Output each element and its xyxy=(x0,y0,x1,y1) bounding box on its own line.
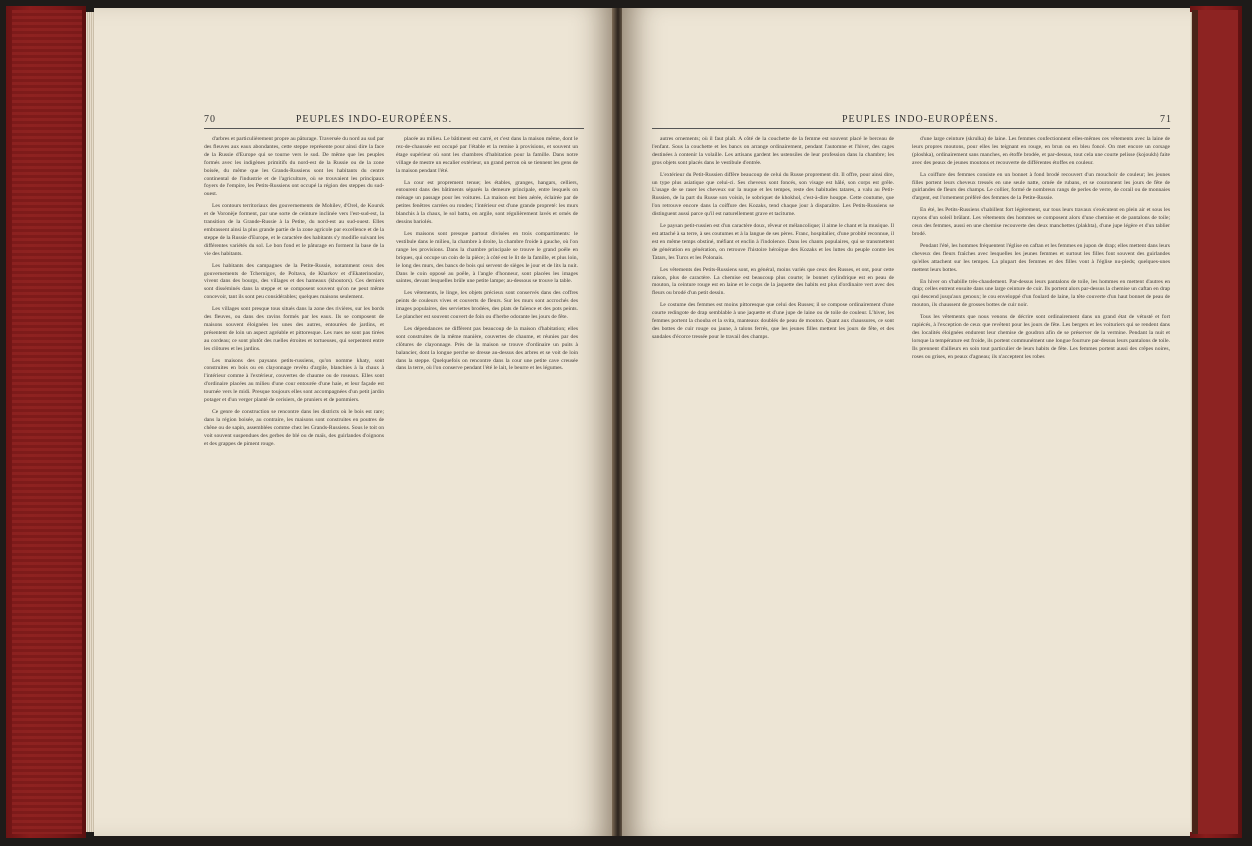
paragraph: Le paysan petit-russien est d'un caractère doux, rêveur et mélancolique; il aime le chant et la musique. Il est attaché à sa terre, à ses coutumes et à la langue de ses pères. Franc, hospitalier, d'une probité reconnue, il est en même temps obstiné, méfiant et enclin à l'indolence. Dans les chants populaires, qui se transmettent de génération en génération, on retrouve l'histoire héroïque des Kozaks et les luttes du peuple contre les Tatars, les Turcs et les Polonais. xyxy=(652,223,894,261)
paragraph: Le costume des femmes est moins pittoresque que celui des Russes; il se compose ordinairement d'une courte redingote de drap semblable à une jaquette et d'une jupe de laine ou de toile de couleur. L'hiver, les femmes portent la chouba et la svita, manteaux doublés de peau de mouton. Quant aux chaussures, ce sont des bottes de cuir rouge ou jaune, à talons ferrés, que les jeunes filles mettent les jours de fête, et des sandales d'écorce tressée pour le travail des champs. xyxy=(652,302,894,340)
paragraph: Les maisons sont presque partout divisées en trois compartiments: le vestibule dans le milieu, la chambre à droite, la chambre froide à gauche, où l'on range les provisions. Dans la chambre principale se trouve le grand poêle en briques, qui occupe un coin de la pièce; à côté est le lit de la famille, et plus loin, le long des murs, des bancs de bois qui servent de sièges le jour et de lits la nuit. Dans le coin opposé au poêle, à l'angle d'honneur, sont placées les images saintes, devant lesquelles brûle une petite lampe; au-dessous se trouve la table. xyxy=(396,230,578,285)
paragraph: d'arbres et particulièrement propre au pâturage. Traversée du nord au sud par des fleuves aux eaux abondantes, cette steppe représente pour ainsi dire la face de la Russie d'Europe qui se tourne vers le sud. De même que les peuples formés avec les indigènes primitifs du nord-est de la Russie ou de la zone boisée, du même que les Grands-Russiens sont les habitants du centre continental de l'industrie et de l'agriculture, où se trouvaient les principaux foyers de l'empire, les Petits-Russiens ont occupé la région des steppes du sud-ouest. xyxy=(204,136,384,198)
paragraph: Les villages sont presque tous situés dans la zone des rivières, sur les bords des fleuves, ou dans des ravins formés par les eaux. Ils se composent de maisons souvent éloignées les unes des autres, entourées de jardins, et présentent de loin un aspect agréable et pittoresque. Les rues ne sont pas tirées au cordeau; ce sont plutôt des ruelles étroites et tortueuses, qui serpentent entre les clôtures et les jardins. xyxy=(204,306,384,352)
paragraph: Les habitants des campagnes de la Petite-Russie, notamment ceux des gouvernements de Tchernigov, de Poltava, de Kharkov et d'Ekaterinoslav, vivent dans des bourgs, des villages et des hameaux (khoutors). Ces derniers sont disséminés dans la steppe et se composent souvent qu'on ne peut même concevoir, tant ils sont peu considérables; quelques maisons seulement. xyxy=(204,262,384,301)
paragraph: La coiffure des femmes consiste en un bonnet à fond brodé recouvert d'un mouchoir de couleur; les jeunes filles portent leurs cheveux tressés en une seule natte, ornée de rubans, et se couronnent les jours de fête de guirlandes de fleurs des champs. Le collier, formé de nombreux rangs de perles de verre, de corail ou de monnaies d'argent, est l'ornement préféré des femmes de la Petite-Russie. xyxy=(912,171,1170,202)
paragraph: Tous les vêtements que nous venons de décrire sont ordinairement dans un grand état de vétusté et fort rapiécés, à l'exception de ceux que revêtent pour les jours de fête. Les bergers et les voituriers qui se rendent dans des localités éloignées endurent leur chemise de goudron afin de se préserver de la vermine. Pendant la nuit et lorsque la température est froide, ils portent communément une longue fourrure par-dessus leurs pantalons de toile. Ils prennent d'ailleurs en soin tout particulier de leurs habits de fête. Les femmes portent aussi des crêpes noires, roses ou grises, en peaux d'agneau; ils n'acceptent les robes xyxy=(912,314,1170,360)
paragraph: d'une large ceinture (skrulka) de laine. Les femmes confectionnent elles-mêmes ces vêtements avec la laine de leurs propres moutons, pour elles les teignant en rouge, en brun ou en bleu foncé. On met encore un corsage (ploshka), ordinairement sans manches, en étoffe brodée, et par-dessus, tout cela une courte pelisse (kojoukh) faite avec des peaux de jeunes moutons et recouverte de différentes étoffes en couleur. xyxy=(912,136,1170,166)
paragraph: La cour est proprement tenue; les étables, granges, hangars, celliers, entourent dans des bâtiments séparés la demeure principale, entre lesquels on ménage un passage pour les voitures. La maison est bien aérée, éclairée par de petites fenêtres carrées ou rondes; l'intérieur est d'une grande propreté: les murs blanchis à la chaux, le sol battu, en argile, sont régulièrement lavés et ornés de dessins bariolés. xyxy=(396,179,578,226)
right-column-2 xyxy=(912,136,1170,818)
paragraph: Ce genre de construction se rencontre dans les districts où le bois est rare; dans la région boisée, au contraire, les maisons sont construites en poutres de chêne ou de sapin, assemblées comme chez les Grands-Russiens. Sous le toit on voit souvent suspendues des gerbes de blé ou de maïs, des guirlandes d'oignons et des grappes de piment rouge. xyxy=(204,409,384,447)
paragraph: Les vêtements, le linge, les objets précieux sont conservés dans des coffres peints de couleurs vives et couverts de fleurs. Sur les murs sont accrochés des images populaires, des serviettes brodées, des plats de faïence et des pots peints. Le plancher est souvent couvert de foin ou d'herbe odorante les jours de fête. xyxy=(396,290,578,321)
right-column-1 xyxy=(652,136,894,818)
paragraph: En hiver on s'habille très-chaudement. Par-dessus leurs pantalons de toile, les hommes en mettent d'autres en drap; celles entrent ensuite dans une large ceinture de cuir. Ils portent alors par-dessus la chemise un caftan en drap qui descend jusqu'aux genoux; le cou enveloppé d'un foulard de laine, la tête couverte d'un haut bonnet de peau de mouton, ils chaussent de grosses bottes de cuir noir. xyxy=(912,278,1170,309)
left-column-2 xyxy=(396,136,578,818)
paragraph: En été, les Petits-Russiens s'habillent fort légèrement, sur tous leurs travaux s'exécutent en plein air et sous les rayons d'un soleil brûlant. Les vêtements des hommes se composent alors d'une chemise et de pantalons de toile; ceux des femmes, aussi en une chemise recouverte des deux manchettes (plakhta), d'une jupe légère et d'un tablier brodé. xyxy=(912,207,1170,237)
right-cover-cloth xyxy=(1192,10,1238,834)
left-running-title: PEUPLES INDO-EUROPÉENS. xyxy=(295,114,453,125)
paragraph: autres ornements; où il faut plaît. A côté de la couchette de la femme est souvent placé le berceau de l'enfant. Sous la couchette et les bancs on arrange ordinairement, pendant l'automne et l'hiver, des cages destinées à contenir la volaille. Les artisans gardent les ustensiles de leur profession dans la chambre; les gros objets sont placés dans le vestibule d'entrée. xyxy=(652,136,894,166)
paragraph: placée au milieu. Le bâtiment est carré, et c'est dans la maison même, dont le rez-de-chaussée est occupé par l'étable et la remise à provisions, et souvent un étage supérieur où sont les chambres d'habitation pour la famille. Dans notre village de mestre un escalier extérieur, un grand perron où se tiennent les gens de la maison pendant l'été. xyxy=(396,136,578,174)
paragraph: Pendant l'été, les hommes fréquentent l'église en caftan et les femmes en jupon de drap; elles mettent dans leurs cheveux des fleurs fraîches avec lesquelles les jeunes femmes et surtout les filles font souvent des guirlandes qu'elles attachent sur les tempes. La plupart des femmes et des filles vont à l'église nu-pieds; quelques-unes mettent leurs bottes. xyxy=(912,242,1170,273)
left-column-1 xyxy=(204,136,384,818)
right-page-number: 71 xyxy=(1160,114,1172,125)
right-running-title: PEUPLES INDO-EUROPÉENS. xyxy=(842,114,999,125)
paragraph: Les maisons des paysans petits-russiens, qu'on nomme khaty, sont construites en bois ou en clayonnage revêtu d'argile, blanchies à la chaux à l'intérieur comme à l'extérieur, couvertes de chaume ou de roseaux. Elles sont d'ordinaire placées au milieu d'une cour entourée d'une haie, et leur façade est tournée vers le midi. Presque toujours elles sont accompagnées d'un petit jardin potager et d'un verger planté de cerisiers, de pruniers et de pommiers. xyxy=(204,357,384,404)
left-head-rule xyxy=(204,128,584,129)
left-page-number: 70 xyxy=(204,114,216,125)
paragraph: Les dépendances ne diffèrent pas beaucoup de la maison d'habitation; elles sont construites de la même manière, couvertes de chaume, et réunies par des clôtures de clayonnage. Près de la maison se trouve d'ordinaire un puits à balancier, dont la longue perche se dresse au-dessus des arbres et se voit de loin dans la steppe. Quelquefois on rencontre dans la cour une petite cave creusée dans la terre, où l'on conserve pendant l'été le lait, le beurre et les légumes. xyxy=(396,325,578,372)
paragraph: Les contours territoriaux des gouvernements de Mohilev, d'Orel, de Koursk et de Voronèje forment, par une sorte de ceinture inclinée vers l'est-sud-est, la transition de la Grande-Russie à la Petite, du nord-est au sud-ouest. Elles embrassent ainsi la plus grande partie de la zone agricole par excellence et de la steppe de la Russie d'Europe, et le caractère des habitants s'y modifie suivant les différentes variétés du sol. Le bon fond et le pâturage en forment la base de la vie des habitants. xyxy=(204,203,384,257)
paragraph: L'extérieur du Petit-Russien diffère beaucoup de celui du Russe proprement dit. Il offre, pour ainsi dire, un type plus asiatique que celui-ci. Ses cheveux sont foncés, son visage est hâlé, son corps est grêle. L'usage de se raser les cheveux sur la nuque et les tempes, reste des habitudes tatares, a valu au Petit-Russien, de la part du Russe son voisin, le sobriquet de khokhol, c'est-à-dire houppe. Cette coutume, que l'on retrouve encore dans la coiffure des Kozaks, tend chaque jour à disparaître. Les Petits-Russiens se distinguent aussi parce qu'il est naturellement grave et taciturne. xyxy=(652,171,894,218)
left-page xyxy=(94,8,614,836)
right-page xyxy=(622,8,1190,836)
right-head-rule xyxy=(652,128,1170,129)
left-cover-cloth xyxy=(12,10,82,834)
paragraph: Les vêtements des Petits-Russiens sont, en général, moins variés que ceux des Russes, et ont, pour cette raison, plus de caractère. La chemise est beaucoup plus courte; le bonnet cylindrique est en peau de mouton, la ceinture rouge est en laine et le corps de la jaquette des habits est plus d'ordinaire vert avec des fleurs ou brodé d'un petit dessin. xyxy=(652,266,894,297)
